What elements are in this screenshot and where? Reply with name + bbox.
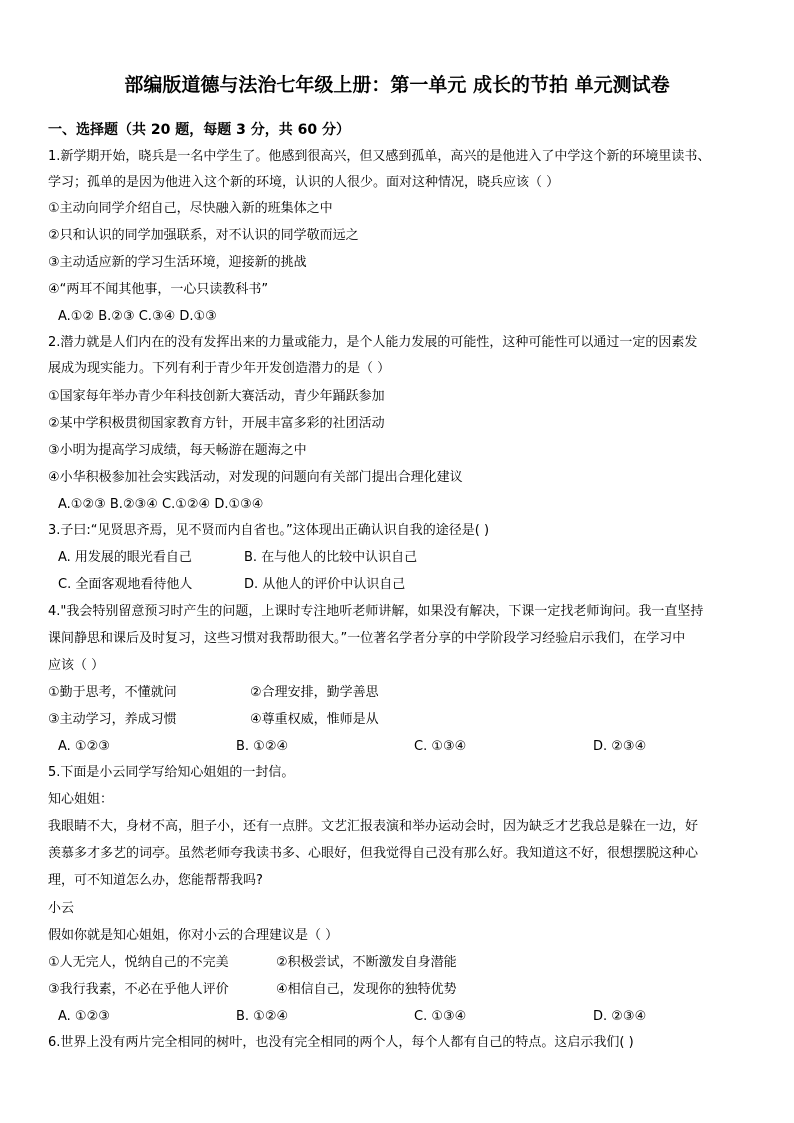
q4-stem-line-3: 应该（ ） [48, 658, 105, 673]
section-heading: 一、选择题（共 20 题，每题 3 分，共 60 分） [48, 122, 350, 138]
q4-stem-line-1: 4."我会特别留意预习时产生的问题，上课时专注地听老师讲解，如果没有解决，下课一定找老师询问。我一直坚持 [48, 604, 704, 619]
q4-item-4: ④尊重权威，惟师是从 [250, 712, 379, 727]
q1-item-4: ④“两耳不闻其他事，一心只读教科书” [48, 282, 269, 297]
q5-question: 假如你就是知心姐姐，你对小云的合理建议是（ ） [48, 928, 339, 943]
q5-letter-signature: 小云 [48, 901, 75, 916]
q4-choice-a: A. ①②③ [58, 739, 110, 754]
q2-stem-line-1: 2.潜力就是人们内在的没有发挥出来的力量或能力，是个人能力发展的可能性，这种可能性可以通过一定的因素发 [48, 335, 698, 350]
page-title: 部编版道德与法治七年级上册：第一单元 成长的节拍 单元测试卷 [124, 74, 670, 96]
q4-choice-b: B. ①②④ [236, 739, 289, 754]
q5-letter-salutation: 知心姐姐： [48, 792, 114, 807]
q5-choice-b: B. ①②④ [236, 1009, 289, 1024]
q3-stem: 3.子曰:“见贤思齐焉，见不贤而内自省也。”这体现出正确认识自我的途径是( ) [48, 523, 490, 538]
q3-choice-c: C. 全面客观地看待他人 [58, 577, 193, 592]
q5-item-2: ②积极尝试，不断激发自身潜能 [276, 955, 457, 970]
q5-letter-line-3: 理，可不知道怎么办，您能帮帮我吗? [48, 873, 263, 888]
q6-stem: 6.世界上没有两片完全相同的树叶，也没有完全相同的两个人，每个人都有自己的特点。这启示我们( ) [48, 1035, 634, 1050]
q5-item-3: ③我行我素，不必在乎他人评价 [48, 982, 229, 997]
q2-item-1: ①国家每年举办青少年科技创新大赛活动，青少年踊跃参加 [48, 389, 385, 404]
q4-stem-line-2: 课间静思和课后及时复习，这些习惯对我帮助很大。”一位著名学者分享的中学阶段学习经验启示我们，在学习中 [48, 631, 686, 646]
q1-stem-line-1: 1.新学期开始，晓兵是一名中学生了。他感到很高兴，但又感到孤单，高兴的是他进入了中学这个新的环境里读书、 [48, 149, 711, 164]
q2-stem-line-2: 展成为现实能力。下列有利于青少年开发创造潜力的是（ ） [48, 361, 391, 376]
q5-choice-c: C. ①③④ [414, 1009, 467, 1024]
q4-item-2: ②合理安排，勤学善思 [250, 685, 379, 700]
q5-item-1: ①人无完人，悦纳自己的不完美 [48, 955, 229, 970]
q1-item-2: ②只和认识的同学加强联系，对不认识的同学敬而远之 [48, 228, 359, 243]
q5-letter-line-2: 羡慕多才多艺的词亭。虽然老师夸我读书多、心眼好，但我觉得自己没有那么好。我知道这不好，很想摆脱这种心 [48, 846, 699, 861]
q5-stem: 5.下面是小云同学写给知心姐姐的一封信。 [48, 765, 295, 780]
q4-choice-d: D. ②③④ [593, 739, 647, 754]
q2-item-4: ④小华积极参加社会实践活动，对发现的问题向有关部门提出合理化建议 [48, 470, 463, 485]
q2-item-3: ③小明为提高学习成绩，每天畅游在题海之中 [48, 443, 307, 458]
q5-letter-line-1: 我眼睛不大，身材不高，胆子小，还有一点胖。文艺汇报表演和举办运动会时，因为缺乏才艺我总是躲在一边，好 [48, 819, 699, 834]
q4-item-1: ①勤于思考，不懂就问 [48, 685, 177, 700]
q3-choice-b: B. 在与他人的比较中认识自己 [244, 550, 418, 565]
q5-choice-d: D. ②③④ [593, 1009, 647, 1024]
q5-item-4: ④相信自己，发现你的独特优势 [276, 982, 457, 997]
q2-choices: A.①②③ B.②③④ C.①②④ D.①③④ [58, 497, 264, 512]
q1-stem-line-2: 学习；孤单的是因为他进入这个新的环境，认识的人很少。面对这种情况，晓兵应该（ ） [48, 175, 560, 190]
q1-item-1: ①主动向同学介绍自己，尽快融入新的班集体之中 [48, 201, 333, 216]
q4-item-3: ③主动学习，养成习惯 [48, 712, 177, 727]
q4-choice-c: C. ①③④ [414, 739, 467, 754]
q3-choice-d: D. 从他人的评价中认识自己 [244, 577, 406, 592]
q1-item-3: ③主动适应新的学习生活环境，迎接新的挑战 [48, 255, 307, 270]
q3-choice-a: A. 用发展的眼光看自己 [58, 550, 192, 565]
q2-item-2: ②某中学积极贯彻国家教育方针，开展丰富多彩的社团活动 [48, 416, 385, 431]
q5-choice-a: A. ①②③ [58, 1009, 110, 1024]
q1-choices: A.①② B.②③ C.③④ D.①③ [58, 309, 217, 324]
